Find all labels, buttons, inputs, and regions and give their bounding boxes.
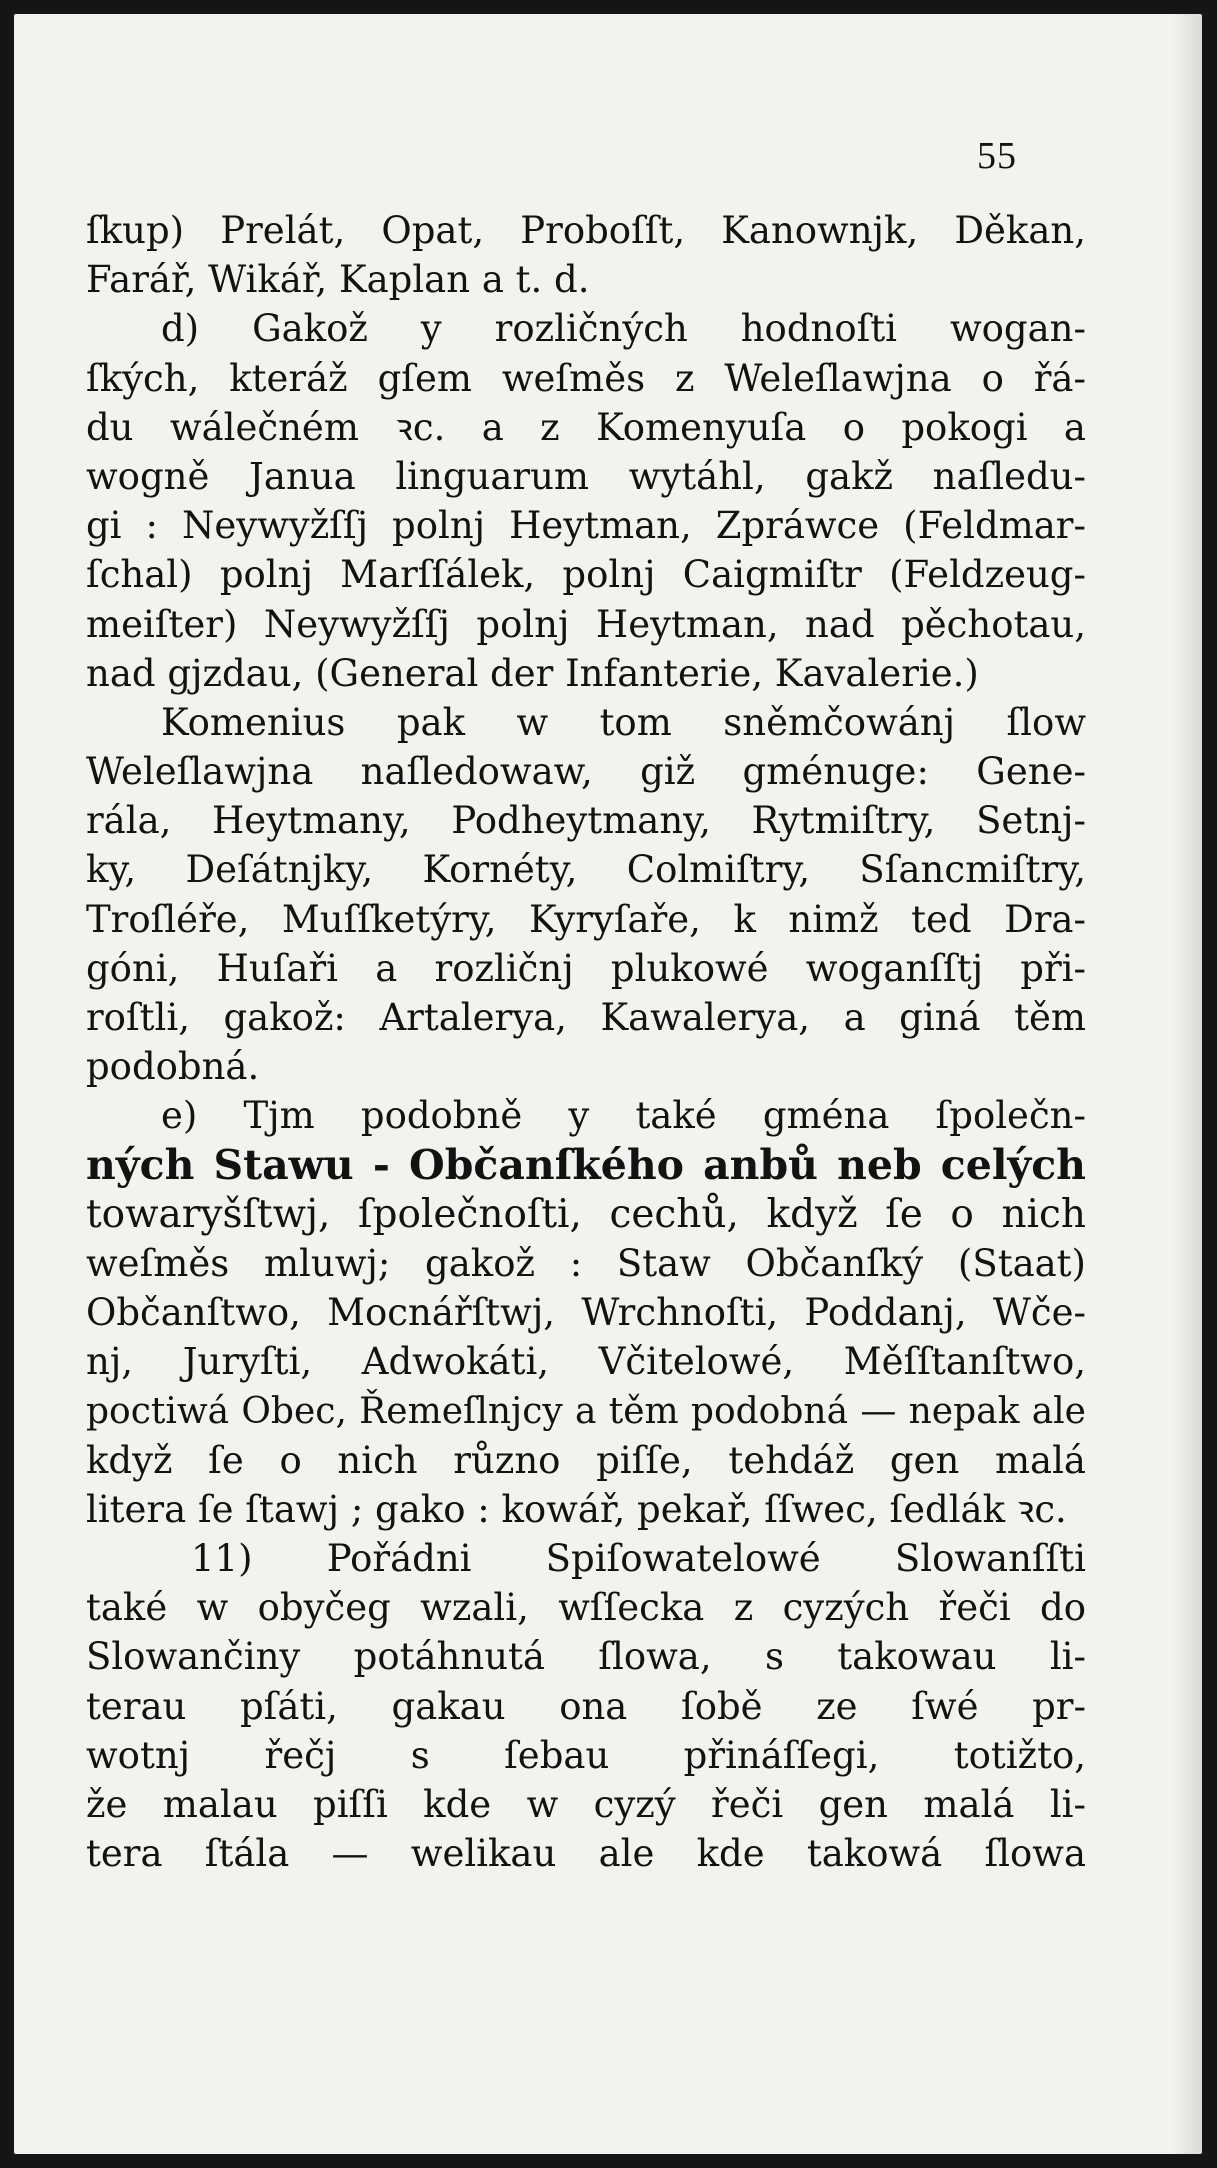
text-line: tera ſtála — welikau ale kde takowá ſlowa <box>86 1832 1086 1876</box>
text-line: nad gjzdau, (General der Infanterie, Kavalerie.) <box>86 651 979 695</box>
text-line: rála, Heytmany, Podheytmany, Rytmiſtry, Setnj- <box>86 799 1086 843</box>
text-line: poctiwá Obec, Řemeſlnjcy a těm podobná — nepak ale <box>86 1390 1086 1432</box>
text-line: Farář, Wikář, Kaplan a t. d. <box>86 258 590 302</box>
text-line: towaryšſtwj, ſpolečnoſti, cechů, když ſe o nich <box>86 1191 1086 1237</box>
text-line: ſkých, kteráž gſem weſměs z Weleſlawjna o řá- <box>86 356 1086 400</box>
text-line: také w obyčeg wzali, wſſecka z cyzých řeči do <box>86 1586 1086 1630</box>
text-line: nj, Juryſti, Adwokáti, Včitelowé, Měſſtanſtwo, <box>86 1340 1086 1384</box>
text-line: 11) Pořádni Spiſowatelowé Slowanſſti <box>191 1537 1086 1581</box>
text-line: Komenius pak w tom sněmčowánj ſlow <box>161 700 1086 744</box>
text-line: góni, Huſaři a rozličnj plukowé woganſſtj při- <box>86 946 1086 990</box>
text-line: podobná. <box>86 1045 260 1089</box>
text-line: terau pſáti, gakau ona ſobě ze ſwé pr- <box>86 1684 1086 1728</box>
text-line: gi : Neywyžſſj polnj Heytman, Zpráwce (Feldmar- <box>86 504 1086 548</box>
page-number: 55 <box>977 135 1017 177</box>
text-line: weſměs mluwj; gakož : Staw Občanſký (Staat) <box>86 1241 1086 1285</box>
text-line: ſkup) Prelát, Opat, Proboſſt, Kanownjk, Děkan, <box>86 209 1086 252</box>
text-line: ky, Deſátnjky, Kornéty, Colmiſtry, Sſancmiſtry, <box>86 848 1086 892</box>
text-line: Slowančiny potáhnutá ſlowa, s takowau li- <box>86 1635 1086 1679</box>
text-line: ſchal) polnj Marſſálek, polnj Caigmiſtr (Feldzeug- <box>86 553 1086 597</box>
text-line: Občanſtwo, Mocnářſtwj, Wrchnoſti, Poddanj, Wče- <box>86 1291 1086 1335</box>
text-line: wogně Janua linguarum wytáhl, gakž naſledu- <box>86 454 1086 498</box>
page-edge-shadow <box>1172 14 1202 2154</box>
text-line: Troſléře, Muſſketýry, Kyryſaře, k nimž ted Dra- <box>86 897 1086 941</box>
text-line: když ſe o nich různo piſſe, tehdáž gen malá <box>86 1438 1086 1482</box>
text-line: meiſter) Neywyžſſj polnj Heytman, nad pěchotau, <box>86 602 1086 646</box>
text-line: wotnj řečj s ſebau přináſſegi, totižto, <box>86 1733 1086 1777</box>
text-line: ných Stawu - Občanſkého anbů neb celých <box>86 1140 1086 1189</box>
text-line: že malau piſſi kde w cyzý řeči gen malá li- <box>86 1783 1086 1826</box>
body-text <box>86 206 1086 1878</box>
text-line: roſtli, gakož: Artalerya, Kawalerya, a giná těm <box>86 996 1086 1039</box>
book-page <box>14 14 1202 2154</box>
text-line: du wálečném ꝛc. a z Komenyuſa o pokogi a <box>86 405 1086 449</box>
text-line: d) Gakož y rozličných hodnoſti wogan- <box>161 307 1086 351</box>
text-line: Weleſlawjna naſledowaw, giž gménuge: Gene- <box>86 750 1086 794</box>
text-line: e) Tjm podobně y také gména ſpolečn- <box>161 1094 1086 1138</box>
text-line: litera ſe ſtawj ; gako : kowář, pekař, ſſwec, ſedlák ꝛc. <box>86 1487 1067 1531</box>
